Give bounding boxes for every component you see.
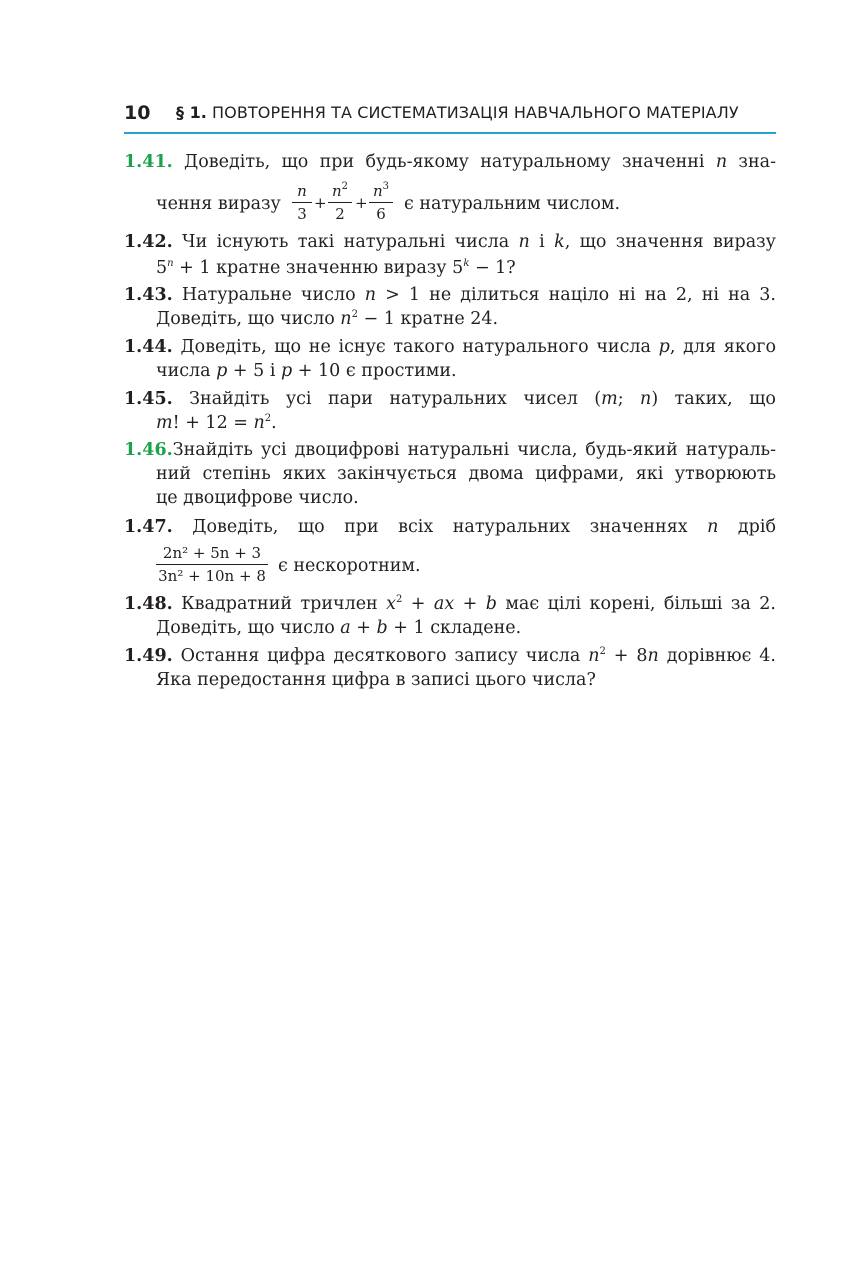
- problem-number: 1.44.: [124, 337, 173, 357]
- problem-1-46-line-1: 1.46.Знайдіть усі двоцифрові натуральні числа, будь-який натураль-: [124, 440, 776, 460]
- problem-number: 1.41.: [124, 152, 173, 172]
- chapter-title: ПОВТОРЕННЯ ТА СИСТЕМАТИЗАЦІЯ НАВЧАЛЬНОГО МАТЕРІАЛУ: [212, 103, 739, 122]
- fraction-n3-over-6: $n^3$ 6: [369, 180, 393, 225]
- problem-1-41-line-1: 1.41. Доведіть, що при будь-якому натуральному значенні n зна-: [124, 152, 776, 172]
- problem-1-48-line-1: 1.48. Квадратний тричлен $x^2$ + ax + b має цілі корені, більші за 2.: [124, 594, 776, 614]
- fraction-n-over-3: n 3: [292, 180, 312, 225]
- problem-1-46-line-2: ний степінь яких закінчується двома цифрами, які утворюють: [156, 464, 776, 484]
- problem-1-45-line-1: 1.45. Знайдіть усі пари натуральних чисел (m; n) таких, що: [124, 389, 776, 409]
- page-number: 10: [124, 102, 151, 124]
- problem-number: 1.48.: [124, 594, 173, 614]
- problem-1-45-line-2: m! + $12 = n^2$.: [156, 413, 277, 433]
- problem-number: 1.43.: [124, 285, 173, 305]
- problem-1-41-line-2-end: є натуральним числом.: [404, 194, 621, 214]
- section-number: § 1.: [176, 103, 207, 122]
- problem-1-47-line-2: є нескоротним.: [278, 556, 421, 576]
- fraction-problem-1-47: 2n² + 5n + 3 3n² + 10n + 8: [156, 542, 268, 587]
- fraction-n2-over-2: $n^2$ 2: [328, 180, 352, 225]
- problem-number: 1.46.: [124, 440, 173, 460]
- problem-1-43-line-1: 1.43. Натуральне число n > 1 не ділиться націло ні на 2, ні на 3.: [124, 285, 776, 305]
- problem-1-48-line-2: Доведіть, що число a + b + 1 складене.: [156, 618, 522, 638]
- problem-1-46-line-3: це двоцифрове число.: [156, 488, 359, 508]
- problem-1-44-line-2: числа p + 5 і p + 10 є простими.: [156, 361, 457, 381]
- problem-1-49-line-2: Яка передостання цифра в записі цього числа?: [156, 670, 596, 690]
- problem-1-47-line-1: 1.47. Доведіть, що при всіх натуральних значеннях n дріб: [124, 517, 776, 537]
- problem-1-42-line-2: $5^n + 1$ кратне значенню виразу $5^k - 1$?: [156, 258, 516, 278]
- problem-number: 1.47.: [124, 517, 173, 537]
- problem-1-43-line-2: Доведіть, що число $n^2 - 1$ кратне 24.: [156, 309, 499, 329]
- problem-number: 1.45.: [124, 389, 173, 409]
- problem-1-42-line-1: 1.42. Чи існують такі натуральні числа n і k, що значення виразу: [124, 232, 776, 252]
- page-header: [124, 100, 776, 134]
- problem-1-41-line-2: чення виразу: [156, 194, 281, 214]
- problem-number: 1.49.: [124, 646, 173, 666]
- problem-number: 1.42.: [124, 232, 173, 252]
- plus-sign: +: [355, 194, 368, 212]
- problem-1-49-line-1: 1.49. Остання цифра десяткового запису числа $n^2 + 8n$ дорівнює 4.: [124, 646, 776, 666]
- plus-sign: +: [314, 194, 327, 212]
- problem-1-44-line-1: 1.44. Доведіть, що не існує такого натурального числа p, для якого: [124, 337, 776, 357]
